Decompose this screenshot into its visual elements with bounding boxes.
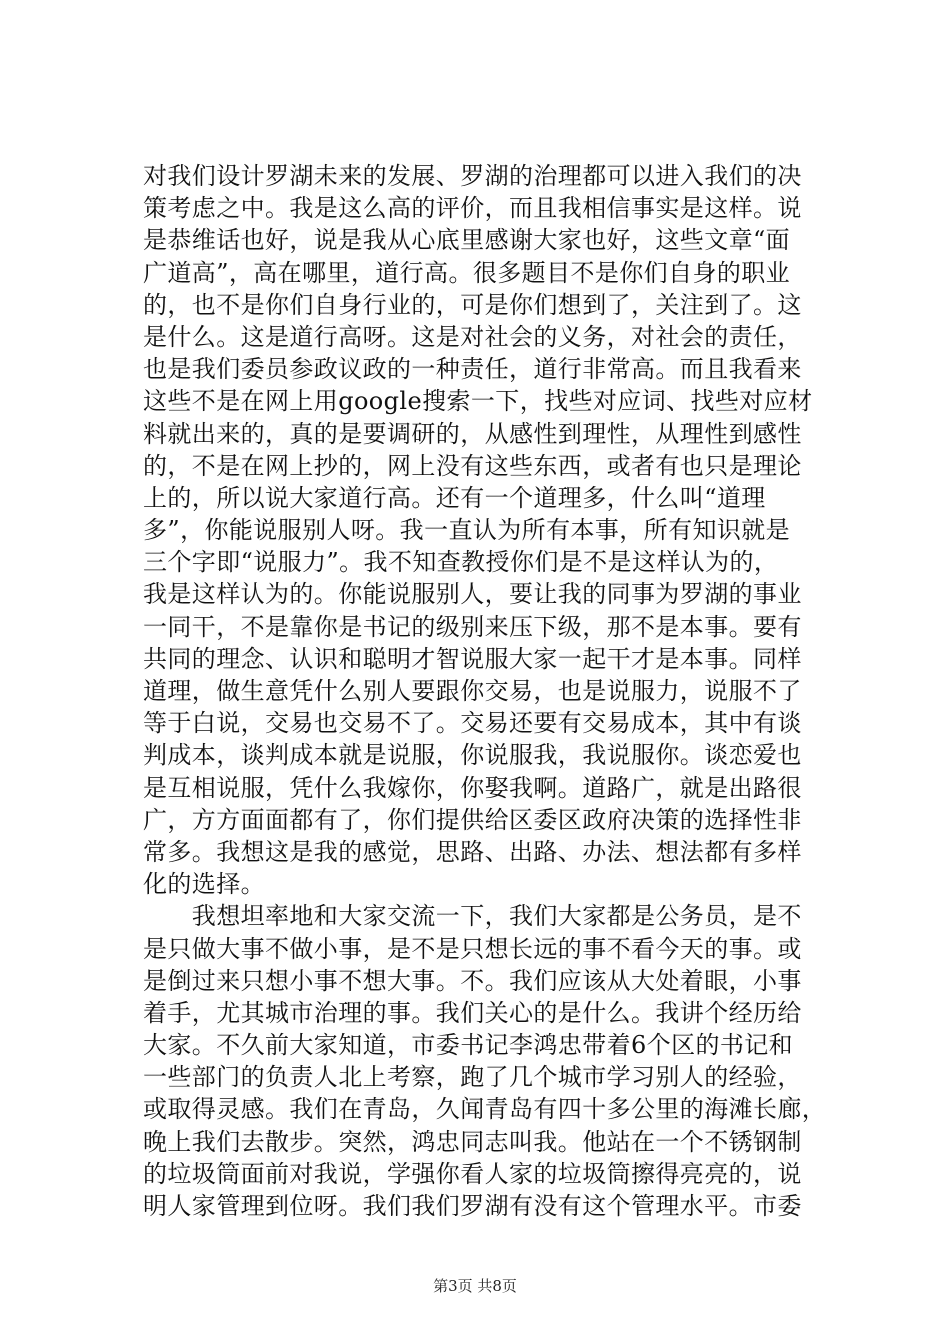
text-line: 道理，做生意凭什么别人要跟你交易，也是说服力，说服不了	[143, 677, 802, 705]
text-line: 对我们设计罗湖未来的发展、罗湖的治理都可以进入我们的决	[143, 162, 802, 190]
text-line: 常多。我想这是我的感觉，思路、出路、办法、想法都有多样	[143, 837, 802, 866]
text-line: 广，方方面面都有了，你们提供给区委区政府决策的选择性非	[143, 805, 802, 834]
page-footer: 第3页 共8页	[433, 1277, 517, 1295]
text-line: 是只做大事不做小事，是不是只想长远的事不看今天的事。或	[143, 934, 802, 963]
text-line: 大家。不久前大家知道，市委书记李鸿忠带着6个区的书记和	[143, 1031, 794, 1060]
text-line: 多”，你能说服别人呀。我一直认为所有本事，所有知识就是	[143, 516, 791, 545]
text-line: 我想坦率地和大家交流一下，我们大家都是公务员，是不	[143, 902, 802, 931]
text-line: 这些不是在网上用google搜索一下，找些对应词、找些对应材	[143, 387, 813, 416]
text-line: 也是我们委员参政议政的一种责任，道行非常高。而且我看来	[143, 355, 802, 384]
text-line: 共同的理念、认识和聪明才智说服大家一起干才是本事。同样	[143, 644, 802, 673]
text-line: 明人家管理到位呀。我们我们罗湖有没有这个管理水平。市委	[143, 1192, 802, 1220]
text-line: 广道高”，高在哪里，道行高。很多题目不是你们自身的职业	[143, 258, 791, 287]
text-line: 晚上我们去散步。突然，鸿忠同志叫我。他站在一个不锈钢制	[143, 1127, 802, 1156]
text-line: 一些部门的负责人北上考察，跑了几个城市学习别人的经验，	[143, 1063, 802, 1092]
text-line: 着手，尤其城市治理的事。我们关心的是什么。我讲个经历给	[143, 998, 802, 1027]
text-line: 是倒过来只想小事不想大事。不。我们应该从大处着眼，小事	[143, 966, 802, 995]
text-line: 等于白说，交易也交易不了。交易还要有交易成本，其中有谈	[143, 709, 802, 738]
text-line: 是互相说服，凭什么我嫁你，你娶我啊。道路广，就是出路很	[143, 773, 802, 802]
text-line: 判成本，谈判成本就是说服，你说服我，我说服你。谈恋爱也	[143, 741, 802, 770]
text-line: 三个字即“说服力”。我不知查教授你们是不是这样认为的，	[143, 548, 779, 577]
text-line: 是恭维话也好，说是我从心底里感谢大家也好，这些文章“面	[143, 226, 791, 255]
text-line: 是什么。这是道行高呀。这是对社会的义务，对社会的责任，	[143, 322, 802, 351]
text-line: 化的选择。	[143, 870, 265, 899]
body-text	[143, 160, 833, 1222]
text-line: 的，也不是你们自身行业的，可是你们想到了，关注到了。这	[143, 290, 802, 319]
text-line: 的垃圾筒面前对我说，学强你看人家的垃圾筒擦得亮亮的，说	[143, 1159, 802, 1188]
text-line: 或取得灵感。我们在青岛，久闻青岛有四十多公里的海滩长廊，	[143, 1095, 827, 1124]
text-line: 策考虑之中。我是这么高的评价，而且我相信事实是这样。说	[143, 194, 802, 223]
text-line: 我是这样认为的。你能说服别人，要让我的同事为罗湖的事业	[143, 580, 802, 609]
text-line: 的，不是在网上抄的，网上没有这些东西，或者有也只是理论	[143, 451, 802, 480]
text-line: 一同干，不是靠你是书记的级别来压下级，那不是本事。要有	[143, 612, 802, 641]
text-line: 料就出来的，真的是要调研的，从感性到理性，从理性到感性	[143, 419, 802, 448]
text-line: 上的，所以说大家道行高。还有一个道理多，什么叫“道理	[143, 483, 766, 512]
